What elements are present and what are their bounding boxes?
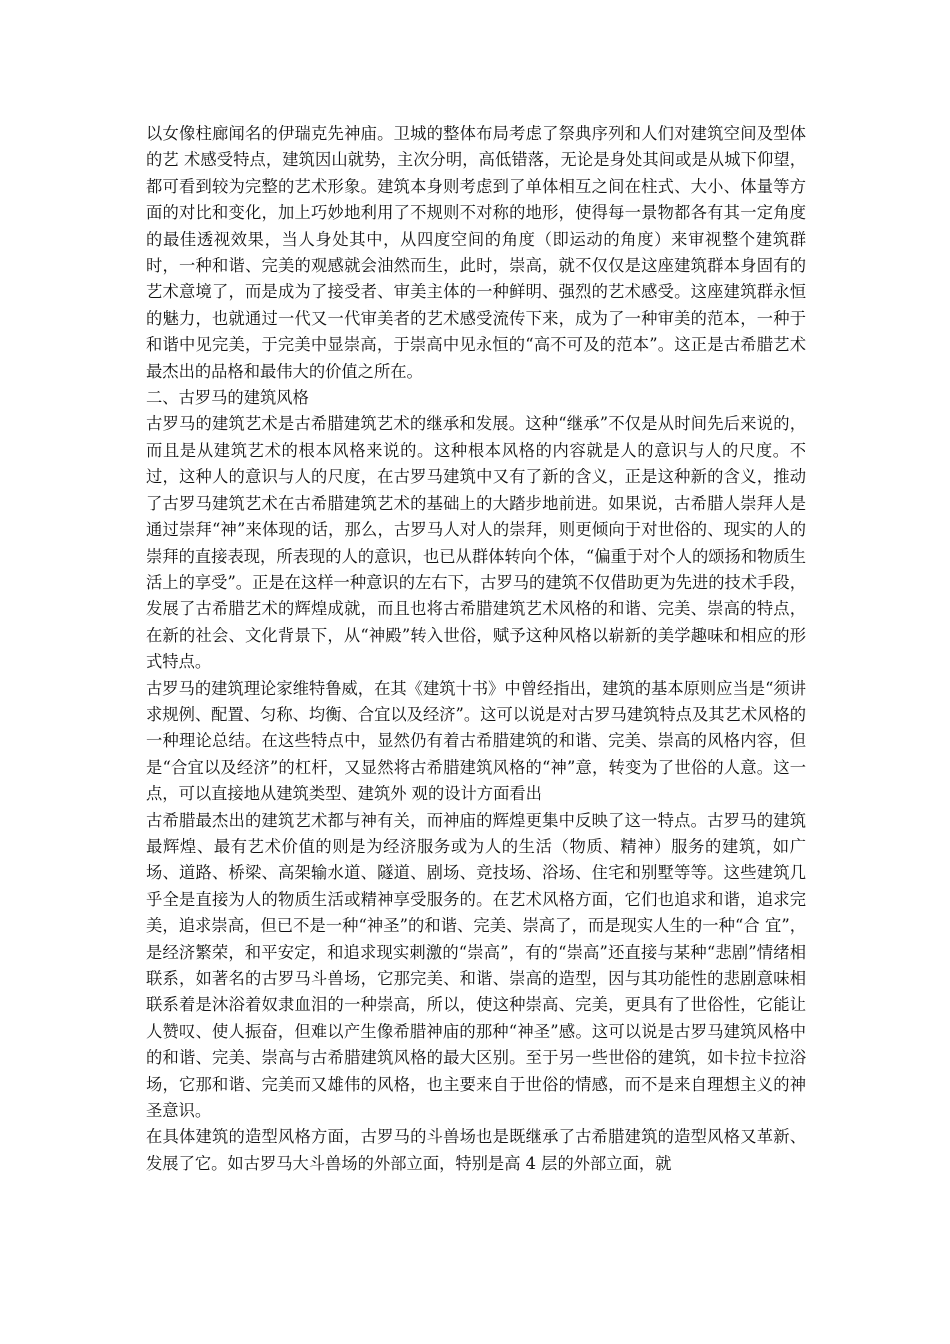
paragraph: 以女像柱廊闻名的伊瑞克先神庙。卫城的整体布局考虑了祭典序列和人们对建筑空间及型体的艺 术感受特点，建筑因山就势，主次分明，高低错落，无论是身处其间或是从城下仰望，都可看到较为完整的艺术形象。建筑本身则考虑到了单体相互之间在柱式、大小、体量等方面的对比和变化，加上巧妙地利用了不规则不对称的地形，使得每一景物都各有其一定角度的最佳透视效果，当人身处其中，从四度空间的角度（即运动的角度）来审视整个建筑群时，一种和谐、完美的观感就会油然而生，此时，崇高，就不仅仅是这座建筑群本身固有的艺术意境了，而是成为了接受者、审美主体的一种鲜明、强烈的艺术感受。这座建筑群永恒的魅力，也就通过一代又一代审美者的艺术感受流传下来，成为了一种审美的范本，一种于和谐中见完美，于完美中显崇高，于崇高中见永恒的“高不可及的范本”。这正是古希腊艺术最杰出的品格和最伟大的价值之所在。 <box>146 124 806 381</box>
paragraph: 在具体建筑的造型风格方面，古罗马的斗兽场也是既继承了古希腊建筑的造型风格又革新、发展了它。如古罗马大斗兽场的外部立面，特别是高 4 层的外部立面，就 <box>146 1127 806 1173</box>
paragraph: 古罗马的建筑艺术是古希腊建筑艺术的继承和发展。这种“继承”不仅是从时间先后来说的，而且是从建筑艺术的根本风格来说的。这种根本风格的内容就是人的意识与人的尺度。不过，这种人的意识与人的尺度，在古罗马建筑中又有了新的含义，正是这种新的含义，推动了古罗马建筑艺术在古希腊建筑艺术的基础上的大踏步地前进。如果说，古希腊人崇拜人是通过崇拜“神”来体现的话，那么，古罗马人对人的崇拜，则更倾向于对世俗的、现实的人的崇拜的直接表现，所表现的人的意识，也已从群体转向个体，“偏重于对个人的颂扬和物质生活上的享受”。正是在这样一种意识的左右下，古罗马的建筑不仅借助更为先进的技术手段，发展了古希腊艺术的辉煌成就，而且也将古希腊建筑艺术风格的和谐、完美、崇高的特点，在新的社会、文化背景下，从“神殿”转入世俗，赋予这种风格以崭新的美学趣味和相应的形式特点。 <box>146 414 806 672</box>
section-heading: 二、古罗马的建筑风格 <box>146 388 309 408</box>
paragraph: 古希腊最杰出的建筑艺术都与神有关，而神庙的辉煌更集中反映了这一特点。古罗马的建筑最辉煌、最有艺术价值的则是为经济服务或为人的生活（物质、精神）服务的建筑，如广场、道路、桥梁、高架输水道、隧道、剧场、竞技场、浴场、住宅和别墅等等。这些建筑几乎全是直接为人的物质生活或精神享受服务的。在艺术风格方面，它们也追求和谐，追求完美，追求崇高，但已不是一种“神圣”的和谐、完美、崇高了，而是现实人生的一种“合 宜”，是经济繁荣，和平安定，和追求现实刺激的“崇高”，有的“崇高”还直接与某种“悲剧”情绪相联系，如著名的古罗马斗兽场，它那完美、和谐、崇高的造型，因与其功能性的悲剧意味相联系着是沐浴着奴隶血泪的一种崇高，所以，使这种崇高、完美，更具有了世俗性，它能让人赞叹、使人振奋，但难以产生像希腊神庙的那种“神圣”感。这可以说是古罗马建筑风格中的和谐、完美、崇高与古希腊建筑风格的最大区别。至于另一些世俗的建筑，如卡拉卡拉浴场，它那和谐、完美而又雄伟的风格，也主要来自于世俗的情感，而不是来自理想主义的神圣意识。 <box>146 810 806 1121</box>
paragraph: 古罗马的建筑理论家维特鲁威，在其《建筑十书》中曾经指出，建筑的基本原则应当是“须讲求规例、配置、匀称、均衡、合宜以及经济”。这可以说是对古罗马建筑特点及其艺术风格的一种理论总结。在这些特点中，显然仍有着古希腊建筑的和谐、完美、崇高的风格内容，但是“合宜以及经济”的杠杆，又显然将古希腊建筑风格的“神”意，转变为了世俗的人意。这一点，可以直接地从建筑类型、建筑外 观的设计方面看出 <box>146 678 806 804</box>
document-body <box>146 121 806 1177</box>
